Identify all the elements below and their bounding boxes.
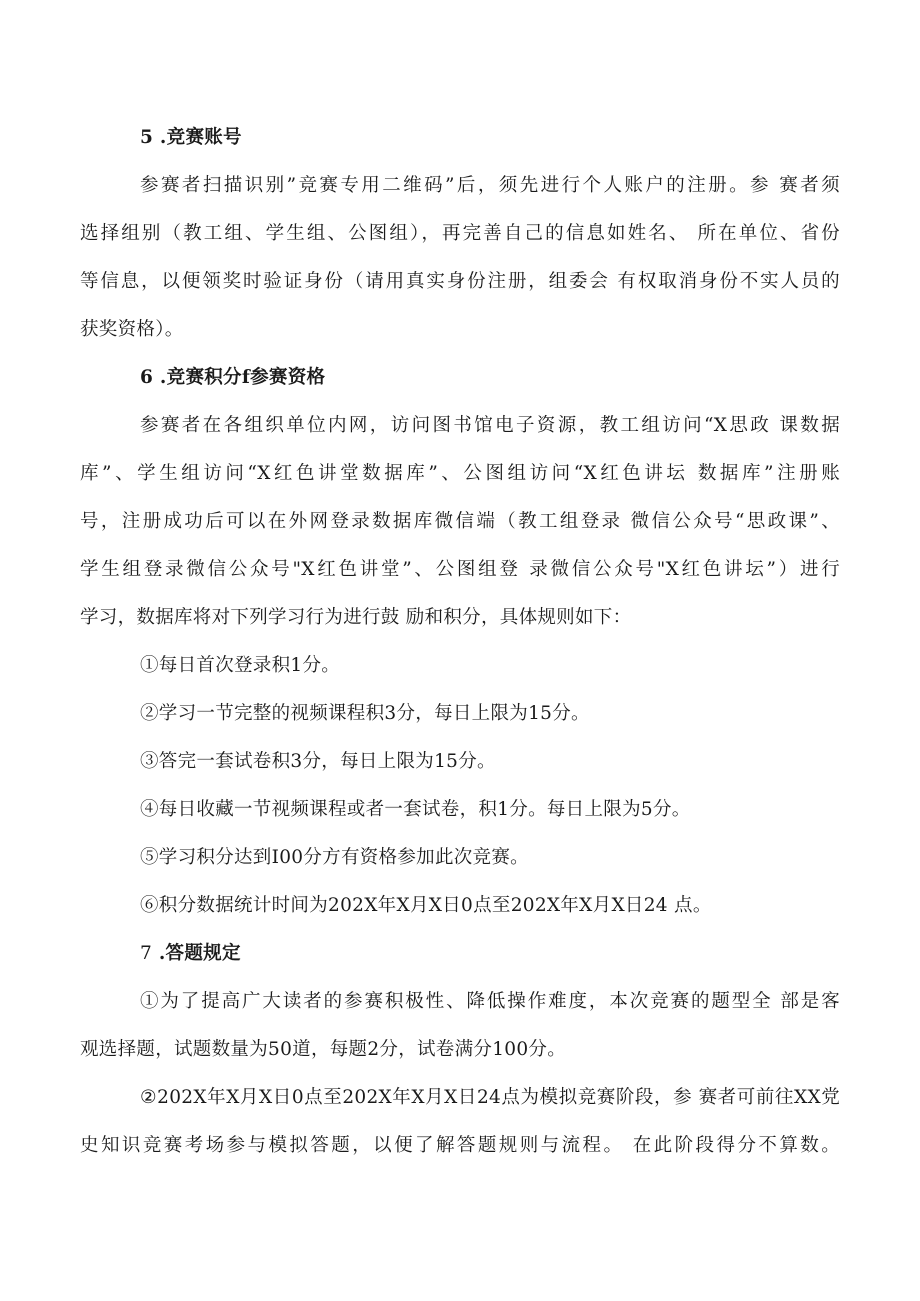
rule-item-3: ③答完一套试卷积3分，每日上限为15分。	[140, 751, 496, 772]
section-5-line-1: 参赛者扫描识别”竞赛专用二维码”后，须先进行个人账户的注册。参 赛者须	[140, 175, 840, 196]
section-5-line-4: 获奖资格）。	[80, 319, 184, 340]
section-6-line-4: 学生组登录微信公众号"X红色讲堂”、公图组登 录微信公众号"X红色讲坛”）进行	[80, 559, 840, 580]
section-7-title: .答题规定	[152, 943, 241, 964]
section-7-number: 7	[140, 943, 153, 964]
rule-item-1: ①每日首次登录积1分。	[140, 655, 341, 676]
section-6-line-2: 库”、学生组访问“X红色讲堂数据库”、公图组访问“X红色讲坛 数据库”注册账	[80, 463, 840, 484]
section-7-para-2-line-1: ②202X年X月X日0点至202X年X月X日24点为模拟竞赛阶段，参 赛者可前往XX党	[140, 1087, 840, 1108]
section-7-para-1-line-2: 观选择题，试题数量为50道，每题2分，试卷满分100分。	[80, 1039, 567, 1060]
section-6-line-3: 号，注册成功后可以在外网登录数据库微信端（教工组登录 微信公众号“思政课”、	[80, 511, 840, 532]
rule-item-2: ②学习一节完整的视频课程积3分，每日上限为15分。	[140, 703, 590, 724]
section-heading-5: 5 .竞赛账号	[140, 127, 242, 148]
section-7-para-2-line-2: 史知识竞赛考场参与模拟答题，以便了解答题规则与流程。 在此阶段得分不算数。	[80, 1135, 840, 1156]
section-5-line-3: 等信息，以便领奖时验证身份（请用真实身份注册，组委会 有权取消身份不实人员的	[80, 271, 840, 292]
section-6-line-5: 学习，数据库将对下列学习行为进行鼓 励和积分，具体规则如下：	[80, 607, 632, 628]
rule-item-5: ⑤学习积分达到I00分方有资格参加此次竞赛。	[140, 847, 529, 868]
section-6-line-1: 参赛者在各组织单位内网，访问图书馆电子资源，教工组访问“X思政 课数据	[140, 415, 840, 436]
section-5-line-2: 选择组别（教工组、学生组、公图组），再完善自己的信息如姓名、 所在单位、省份	[80, 223, 840, 244]
section-heading-7	[140, 942, 241, 966]
section-heading-6: 6 .竞赛积分f参赛资格	[140, 367, 326, 388]
rule-item-4: ④每日收藏一节视频课程或者一套试卷，积1分。每日上限为5分。	[140, 799, 691, 820]
rule-item-6: ⑥积分数据统计时间为202X年X月X日0点至202X年X月X日24 点。	[140, 895, 712, 916]
section-7-para-1-line-1: ①为了提高广大读者的参赛积极性、降低操作难度，本次竞赛的题型全 部是客	[140, 991, 840, 1012]
